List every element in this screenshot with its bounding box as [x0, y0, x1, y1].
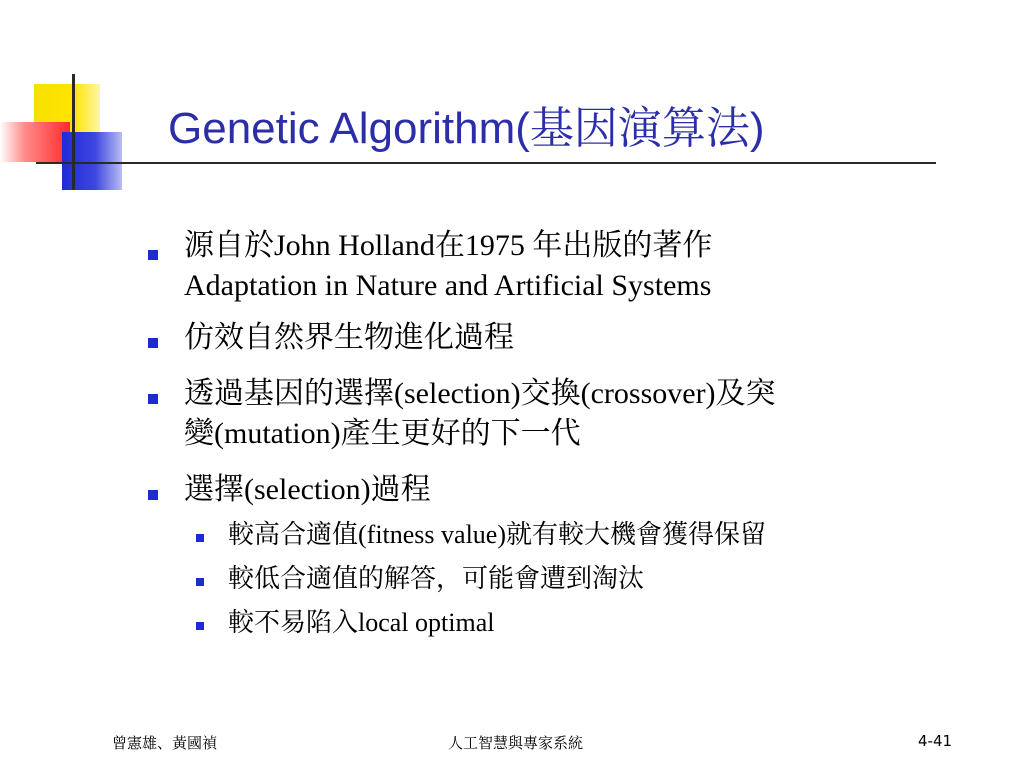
deco-vertical-line [72, 74, 75, 190]
small-square-bullet-icon [196, 578, 204, 586]
square-bullet-icon [148, 394, 158, 404]
bullet-text-continued: 變(mutation)產生更好的下一代 [184, 417, 581, 450]
bullet-list [140, 226, 1000, 650]
bullet-item [140, 226, 1000, 306]
bullet-text: 仿效自然界生物進化過程 [184, 321, 514, 354]
slide-title: Genetic Algorithm(基因演算法) [168, 104, 765, 153]
bullet-item [140, 374, 1000, 456]
deco-blue-block [62, 132, 122, 190]
sub-bullet-text: 較高合適值(fitness value)就有較大機會獲得保留 [228, 520, 767, 549]
small-square-bullet-icon [196, 622, 204, 630]
bullet-text: 選擇(selection)過程 [184, 473, 431, 506]
sub-bullet-text: 較不易陷入local optimal [228, 608, 495, 637]
sub-bullet-text: 較低合適值的解答，可能會遭到淘汰 [228, 564, 645, 593]
square-bullet-icon [148, 490, 158, 500]
sub-bullet-item [140, 562, 1000, 606]
bullet-item [140, 318, 1000, 370]
small-square-bullet-icon [196, 534, 204, 542]
square-bullet-icon [148, 338, 158, 348]
footer-authors: 曾憲雄、黃國禎 [112, 734, 218, 752]
sub-bullet-item [140, 606, 1000, 650]
footer-course-title: 人工智慧與專家系統 [448, 734, 584, 752]
bullet-text: 透過基因的選擇(selection)交換(crossover)及突 [184, 377, 776, 410]
bullet-text-continued: Adaptation in Nature and Artificial Systems [184, 269, 712, 302]
deco-red-block [0, 122, 70, 162]
square-bullet-icon [148, 250, 158, 260]
title-underline [36, 162, 936, 164]
sub-bullet-item [140, 518, 1000, 562]
bullet-item [140, 470, 1000, 516]
bullet-text: 源自於John Holland在1975 年出版的著作 [184, 229, 713, 262]
footer-page-number: 4-41 [918, 732, 953, 750]
